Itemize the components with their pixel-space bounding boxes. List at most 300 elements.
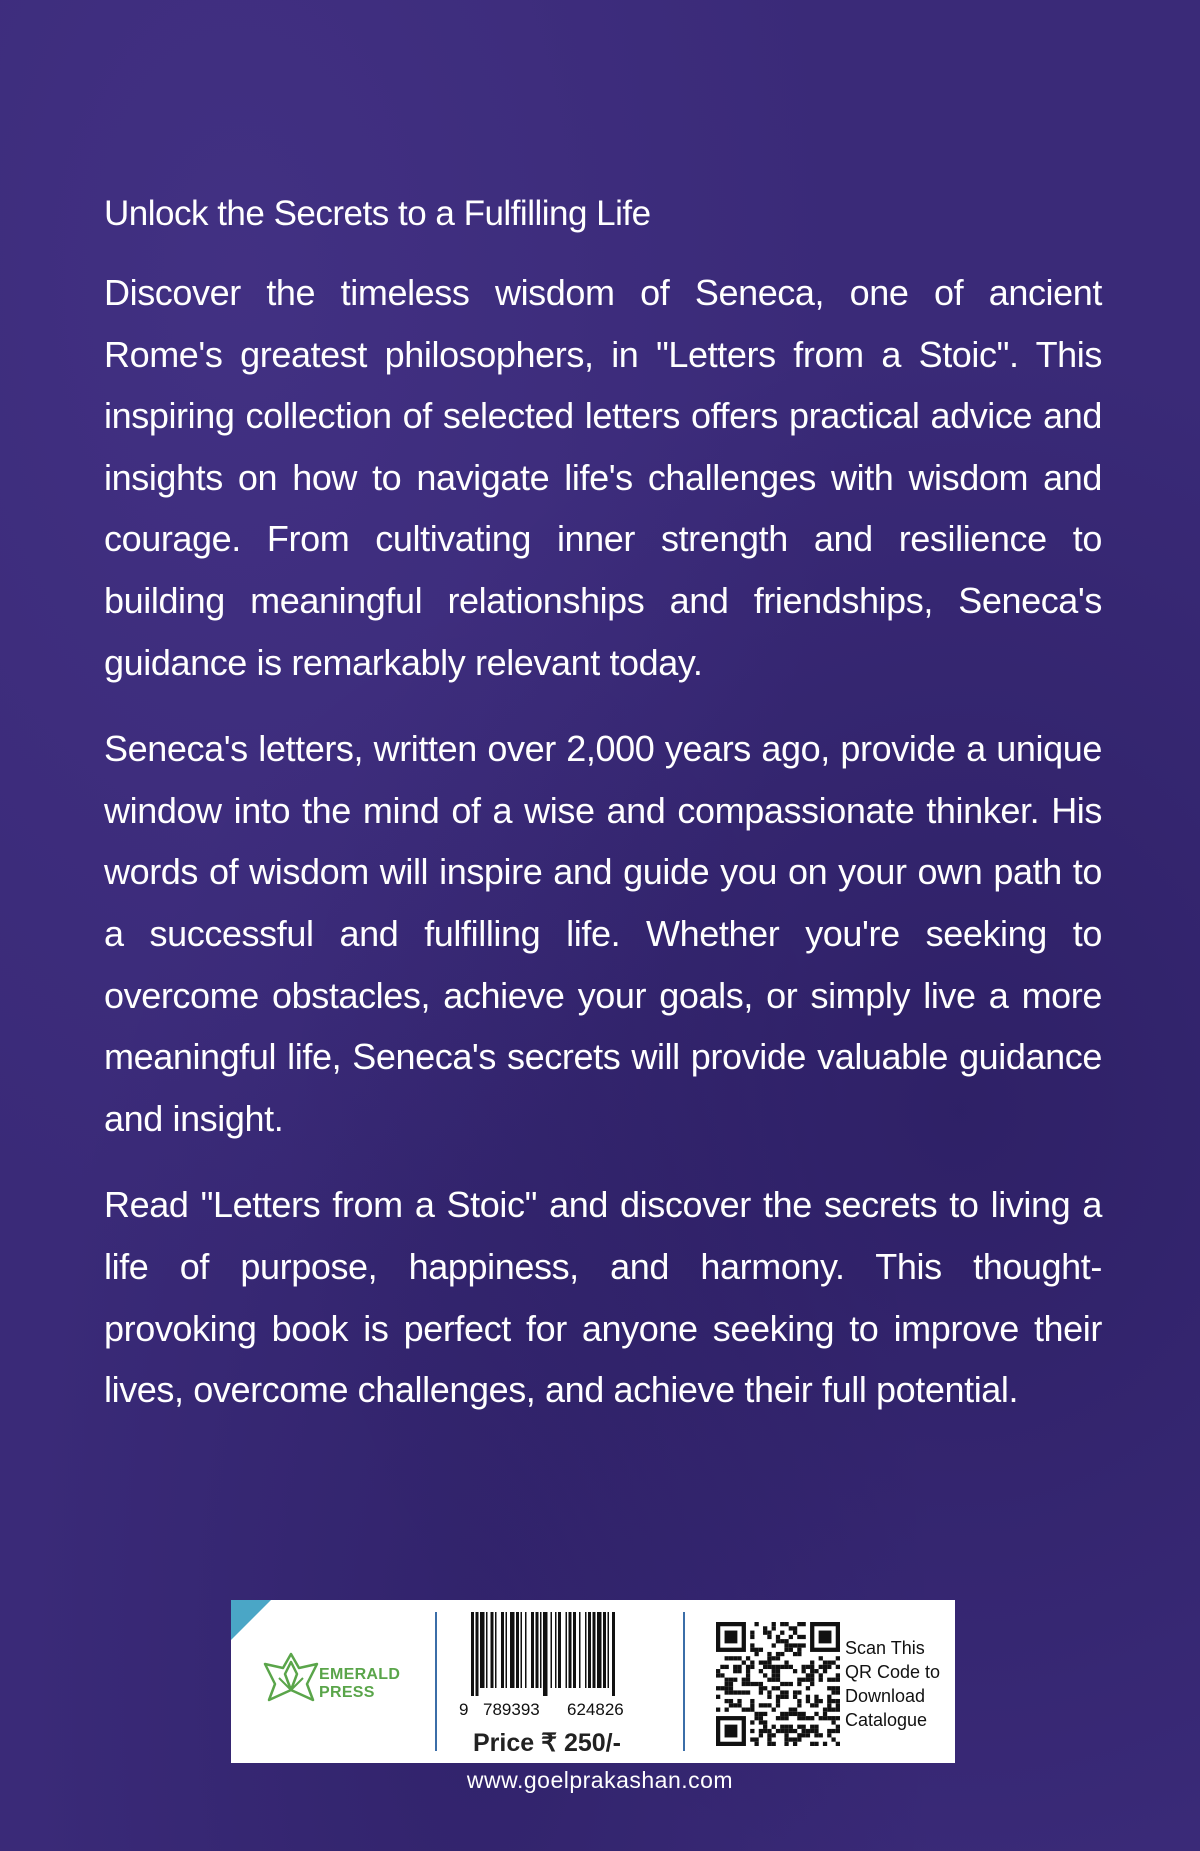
qr-module [733, 1656, 737, 1660]
barcode-bar [558, 1612, 561, 1688]
qr-module [827, 1660, 831, 1664]
barcode-bar [566, 1612, 568, 1688]
divider-right [683, 1612, 685, 1751]
qr-module [742, 1682, 746, 1686]
qr-module [742, 1678, 746, 1682]
qr-module [836, 1656, 840, 1660]
qr-module [814, 1729, 818, 1733]
qr-module [810, 1716, 814, 1720]
barcode-bar [501, 1612, 504, 1688]
isbn-group-2: 624826 [567, 1700, 624, 1719]
qr-module [763, 1686, 767, 1690]
qr-module [763, 1660, 767, 1664]
qr-module [810, 1665, 814, 1669]
qr-module [750, 1648, 754, 1652]
qr-module [823, 1708, 827, 1712]
barcode-bar [491, 1612, 494, 1688]
qr-module [750, 1660, 754, 1664]
qr-module [780, 1665, 784, 1669]
qr-module [737, 1669, 741, 1673]
qr-module [784, 1690, 788, 1694]
qr-module [814, 1699, 818, 1703]
qr-module [759, 1703, 763, 1707]
headline: Unlock the Secrets to a Fulfilling Life [104, 194, 651, 233]
paragraph-2: Seneca's letters, written over 2,000 years ago, provide a unique window into the mind of a wise and compassionate thinker. His words of wisdom will inspire and guide you on your own path to a successful and fulfilling life. Whether you're seeking to overcome obstacles, achieve your goals, or simply live a more meaningful life, Seneca's secrets will provide valuable guidance and insight. [104, 728, 1102, 1139]
paragraph-3: Read "Letters from a Stoic" and discover the secrets to living a life of purpose, happiness, and harmony. This thought-provoking book is perfect for anyone seeking to improve their lives, overcome challenges, and achieve their full potential. [104, 1184, 1102, 1411]
qr-module [772, 1673, 776, 1677]
barcode-bar [510, 1612, 515, 1688]
qr-module [737, 1665, 741, 1669]
qr-module [725, 1690, 729, 1694]
qr-module [827, 1695, 831, 1699]
qr-module [814, 1669, 818, 1673]
qr-module [716, 1708, 720, 1712]
qr-module [806, 1678, 810, 1682]
qr-module [725, 1665, 729, 1669]
qr-module [797, 1635, 801, 1639]
qr-module [789, 1635, 793, 1639]
qr-module [763, 1703, 767, 1707]
barcode-bar [579, 1612, 581, 1688]
qr-module [793, 1690, 797, 1694]
qr-module [810, 1669, 814, 1673]
qr-module [784, 1643, 788, 1647]
qr-module [754, 1682, 758, 1686]
qr-module [759, 1682, 763, 1686]
qr-module [823, 1660, 827, 1664]
qr-caption-line-4: Catalogue [845, 1710, 928, 1730]
qr-module [814, 1733, 818, 1737]
barcode-bar [551, 1612, 553, 1688]
back-cover-blurb [104, 186, 1102, 1446]
qr-module [823, 1716, 827, 1720]
barcode-bar [588, 1612, 591, 1688]
qr-module [767, 1729, 771, 1733]
qr-module [831, 1660, 835, 1664]
qr-module [802, 1665, 806, 1669]
qr-module [776, 1729, 780, 1733]
qr-module [763, 1631, 767, 1635]
qr-module [733, 1678, 737, 1682]
qr-module [729, 1656, 733, 1660]
qr-module [836, 1699, 840, 1703]
qr-module [776, 1716, 780, 1720]
barcode-bar [531, 1612, 534, 1688]
isbn-barcode [457, 1612, 657, 1762]
qr-module [806, 1716, 810, 1720]
barcode-bar [476, 1612, 479, 1696]
qr-module [784, 1695, 788, 1699]
qr-module [819, 1665, 823, 1669]
qr-module [776, 1665, 780, 1669]
qr-module [754, 1737, 758, 1741]
qr-module [789, 1712, 793, 1716]
qr-module [793, 1729, 797, 1733]
qr-module [797, 1622, 801, 1626]
qr-module [810, 1682, 814, 1686]
qr-module [819, 1678, 823, 1682]
qr-module [750, 1643, 754, 1647]
qr-module [827, 1686, 831, 1690]
qr-module [759, 1648, 763, 1652]
qr-module [793, 1652, 797, 1656]
qr-module [827, 1703, 831, 1707]
qr-module [772, 1622, 776, 1626]
qr-module [767, 1660, 771, 1664]
qr-module [729, 1699, 733, 1703]
qr-module [806, 1733, 810, 1737]
qr-module [836, 1686, 840, 1690]
qr-module [746, 1665, 750, 1669]
qr-module [789, 1729, 793, 1733]
qr-module [767, 1690, 771, 1694]
qr-module [754, 1622, 758, 1626]
qr-module [793, 1669, 797, 1673]
qr-module [814, 1703, 818, 1707]
qr-module [819, 1673, 823, 1677]
qr-module [763, 1712, 767, 1716]
qr-module [729, 1682, 733, 1686]
qr-module [772, 1669, 776, 1673]
qr-module [742, 1660, 746, 1664]
qr-module [793, 1695, 797, 1699]
qr-module [750, 1703, 754, 1707]
barcode-bar [569, 1612, 572, 1688]
qr-module [725, 1725, 738, 1738]
qr-module [784, 1737, 788, 1741]
qr-module [784, 1716, 788, 1720]
qr-module [767, 1665, 771, 1669]
barcode-icon [457, 1612, 657, 1698]
qr-module [772, 1656, 776, 1660]
qr-module [806, 1686, 810, 1690]
qr-module [750, 1665, 754, 1669]
publisher-info-box [231, 1600, 955, 1763]
isbn-prefix: 9 [459, 1700, 469, 1719]
qr-module [827, 1665, 831, 1669]
qr-module [759, 1690, 763, 1694]
qr-module [810, 1660, 814, 1664]
qr-module [750, 1682, 754, 1686]
qr-module [836, 1665, 840, 1669]
qr-module [806, 1665, 810, 1669]
qr-module [797, 1733, 801, 1737]
qr-module [810, 1729, 814, 1733]
qr-module [797, 1678, 801, 1682]
qr-module [836, 1729, 840, 1733]
qr-module [776, 1678, 780, 1682]
qr-module [789, 1725, 793, 1729]
qr-module [797, 1725, 801, 1729]
barcode-bar [612, 1612, 615, 1696]
qr-module [776, 1639, 780, 1643]
barcode-bar [585, 1612, 587, 1688]
qr-caption [845, 1636, 955, 1732]
paragraph-1: Discover the timeless wisdom of Seneca, one of ancient Rome's greatest philosophers, in "Letters from a Stoic". This inspiring collection of selected letters offers practical advice and insights on how to navigate life's challenges with wisdom and courage. From cultivating inner strength and resilience to building meaningful relationships and friendships, Seneca's guidance is remarkably relevant today. [104, 272, 1102, 683]
qr-module [797, 1737, 801, 1741]
qr-module [776, 1669, 780, 1673]
qr-module [806, 1695, 810, 1699]
qr-module [716, 1669, 720, 1673]
qr-module [725, 1686, 729, 1690]
qr-module [742, 1690, 746, 1694]
qr-module [746, 1708, 750, 1712]
qr-module [767, 1742, 771, 1746]
publisher-logo [261, 1650, 401, 1714]
qr-module [754, 1742, 758, 1746]
qr-module [733, 1665, 737, 1669]
qr-module [784, 1665, 788, 1669]
qr-module [767, 1631, 771, 1635]
qr-module [793, 1643, 797, 1647]
barcode-bar [516, 1612, 519, 1688]
qr-module [746, 1690, 750, 1694]
qr-module [797, 1712, 801, 1716]
qr-module [806, 1699, 810, 1703]
qr-module [810, 1742, 814, 1746]
qr-module [750, 1699, 754, 1703]
qr-module [729, 1690, 733, 1694]
qr-module [797, 1699, 801, 1703]
qr-module [789, 1708, 793, 1712]
qr-module [784, 1742, 788, 1746]
qr-module [819, 1656, 823, 1660]
qr-caption-line-1: Scan This [845, 1638, 925, 1658]
qr-module [746, 1656, 750, 1660]
qr-module [759, 1733, 763, 1737]
qr-module [810, 1678, 814, 1682]
qr-module [772, 1643, 776, 1647]
qr-module [831, 1686, 835, 1690]
qr-module [789, 1626, 793, 1630]
barcode-bar [486, 1612, 488, 1688]
barcode-bar [603, 1612, 606, 1688]
qr-module [780, 1695, 784, 1699]
qr-module [767, 1635, 771, 1639]
qr-module [789, 1682, 793, 1686]
qr-module [772, 1626, 776, 1630]
qr-module [716, 1673, 720, 1677]
qr-module [831, 1716, 835, 1720]
divider-left [435, 1612, 437, 1751]
qr-module [831, 1720, 835, 1724]
qr-module [810, 1703, 814, 1707]
qr-module [729, 1686, 733, 1690]
qr-module [772, 1686, 776, 1690]
price-label: Price ₹ 250/- [473, 1729, 621, 1757]
qr-module [759, 1686, 763, 1690]
qr-code-icon [716, 1622, 840, 1746]
qr-module [827, 1678, 831, 1682]
corner-accent [231, 1600, 271, 1640]
qr-module [767, 1652, 771, 1656]
barcode-bar [521, 1612, 523, 1688]
barcode-bar [608, 1612, 610, 1688]
qr-module [802, 1622, 806, 1626]
qr-module [776, 1703, 780, 1707]
qr-module [793, 1742, 797, 1746]
barcode-bar [573, 1612, 576, 1688]
qr-module [831, 1678, 835, 1682]
qr-module [763, 1725, 767, 1729]
qr-module [793, 1626, 797, 1630]
qr-module [819, 1631, 832, 1644]
barcode-bar [471, 1612, 474, 1696]
qr-module [772, 1725, 776, 1729]
qr-module [780, 1712, 784, 1716]
qr-module [802, 1712, 806, 1716]
qr-module [814, 1712, 818, 1716]
qr-module [720, 1665, 724, 1669]
qr-module [763, 1720, 767, 1724]
qr-module [750, 1737, 754, 1741]
qr-module [784, 1729, 788, 1733]
qr-module [772, 1678, 776, 1682]
qr-module [784, 1682, 788, 1686]
qr-module [772, 1733, 776, 1737]
qr-module [763, 1626, 767, 1630]
qr-module [789, 1737, 793, 1741]
barcode-bar [597, 1612, 602, 1688]
barcode-bar [540, 1612, 542, 1688]
qr-module [823, 1669, 827, 1673]
qr-module [763, 1729, 767, 1733]
qr-module [784, 1712, 788, 1716]
qr-module [802, 1669, 806, 1673]
barcode-bar [480, 1612, 485, 1688]
qr-module [754, 1652, 758, 1656]
qr-module [763, 1673, 767, 1677]
qr-module [814, 1695, 818, 1699]
qr-module [772, 1742, 776, 1746]
qr-module [797, 1716, 801, 1720]
qr-module [776, 1635, 780, 1639]
qr-module [814, 1742, 818, 1746]
qr-module [733, 1703, 737, 1707]
qr-module [810, 1673, 814, 1677]
qr-module [836, 1703, 840, 1707]
qr-module [793, 1737, 797, 1741]
qr-module [746, 1673, 750, 1677]
qr-module [759, 1660, 763, 1664]
qr-module [827, 1729, 831, 1733]
qr-module [737, 1656, 741, 1660]
qr-module [784, 1648, 788, 1652]
qr-module [831, 1708, 835, 1712]
qr-module [784, 1660, 788, 1664]
qr-module [754, 1648, 758, 1652]
qr-module [797, 1648, 801, 1652]
qr-module [789, 1648, 793, 1652]
qr-module [759, 1712, 763, 1716]
qr-module [733, 1669, 737, 1673]
qr-module [763, 1665, 767, 1669]
qr-module [831, 1699, 835, 1703]
qr-module [754, 1712, 758, 1716]
qr-module [793, 1631, 797, 1635]
qr-module [797, 1690, 801, 1694]
qr-module [725, 1682, 729, 1686]
qr-module [746, 1669, 750, 1673]
qr-caption-line-3: Download [845, 1686, 926, 1706]
qr-module [746, 1682, 750, 1686]
qr-module [750, 1631, 754, 1635]
qr-module [823, 1665, 827, 1669]
qr-module [780, 1682, 784, 1686]
emerald-leaf-icon [261, 1650, 321, 1714]
qr-module [776, 1695, 780, 1699]
qr-module [827, 1733, 831, 1737]
qr-module [836, 1678, 840, 1682]
qr-module [797, 1643, 801, 1647]
qr-module [737, 1690, 741, 1694]
qr-module [759, 1729, 763, 1733]
qr-module [754, 1716, 758, 1720]
qr-module [780, 1622, 784, 1626]
qr-module [776, 1656, 780, 1660]
qr-module [780, 1729, 784, 1733]
qr-module [776, 1673, 780, 1677]
qr-module [742, 1708, 746, 1712]
qr-module [827, 1699, 831, 1703]
qr-module [819, 1716, 823, 1720]
qr-module [831, 1737, 835, 1741]
qr-module [780, 1725, 784, 1729]
qr-module [797, 1652, 801, 1656]
qr-module [836, 1716, 840, 1720]
qr-module [729, 1703, 733, 1707]
qr-module [772, 1665, 776, 1669]
qr-module [806, 1673, 810, 1677]
qr-module [819, 1733, 823, 1737]
publisher-website: www.goelprakashan.com [466, 1767, 734, 1793]
barcode-bar [506, 1612, 508, 1688]
publisher-name-line1: EMERALD [319, 1666, 401, 1683]
qr-module [716, 1695, 720, 1699]
qr-module [831, 1729, 835, 1733]
qr-module [797, 1703, 801, 1707]
qr-module [827, 1716, 831, 1720]
qr-module [780, 1690, 784, 1694]
qr-module [725, 1708, 729, 1712]
qr-module [725, 1631, 738, 1644]
qr-module [720, 1673, 724, 1677]
qr-module [784, 1639, 788, 1643]
qr-module [780, 1652, 784, 1656]
qr-module [750, 1720, 754, 1724]
qr-module [802, 1716, 806, 1720]
qr-module [819, 1699, 823, 1703]
barcode-bar [536, 1612, 539, 1688]
qr-module [776, 1686, 780, 1690]
qr-module [737, 1703, 741, 1707]
qr-module [836, 1725, 840, 1729]
qr-module [767, 1695, 771, 1699]
barcode-bar [525, 1612, 527, 1688]
qr-module [772, 1708, 776, 1712]
qr-module [733, 1690, 737, 1694]
qr-module [725, 1656, 729, 1660]
qr-module [716, 1686, 720, 1690]
qr-module [802, 1733, 806, 1737]
qr-module [789, 1643, 793, 1647]
qr-module [806, 1729, 810, 1733]
qr-module [776, 1652, 780, 1656]
qr-module [729, 1678, 733, 1682]
qr-module [750, 1635, 754, 1639]
barcode-bar [593, 1612, 596, 1688]
qr-module [767, 1656, 771, 1660]
